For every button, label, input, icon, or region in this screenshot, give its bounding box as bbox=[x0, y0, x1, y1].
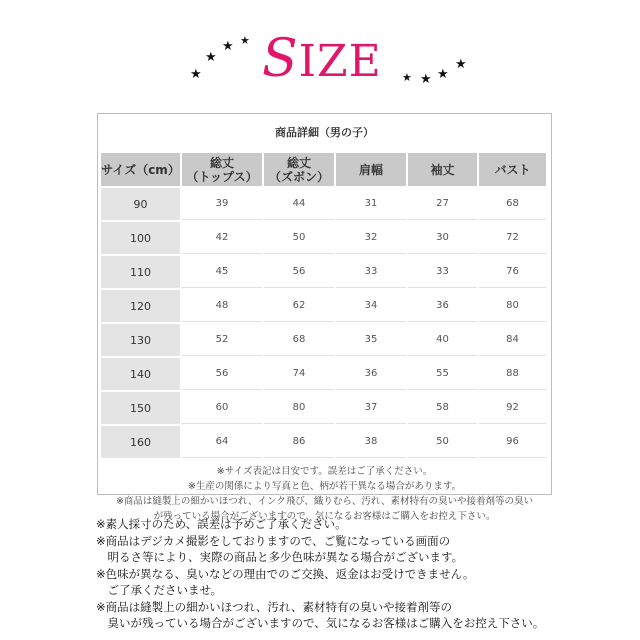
star-icon: ★ bbox=[437, 67, 449, 82]
note-line: ※素人採寸のため、誤差は予めご了承ください。 bbox=[96, 517, 347, 531]
measure-cell: 32 bbox=[336, 222, 406, 254]
disclaimer-notes bbox=[96, 516, 544, 632]
table-row bbox=[101, 324, 546, 356]
star-icon: ★ bbox=[190, 67, 202, 82]
measure-cell: 84 bbox=[479, 324, 546, 356]
column-header: 総丈 （ズボン） bbox=[264, 153, 334, 186]
size-cell: 160 bbox=[101, 426, 180, 458]
measure-cell: 36 bbox=[408, 290, 477, 322]
measure-cell: 60 bbox=[182, 392, 262, 424]
note-line: ご了承くださいませ。 bbox=[96, 583, 223, 597]
header bbox=[0, 18, 640, 98]
size-table bbox=[99, 151, 548, 460]
title-rest: IZE bbox=[298, 36, 382, 87]
measure-cell: 55 bbox=[408, 358, 477, 390]
measure-cell: 62 bbox=[264, 290, 334, 322]
table-row bbox=[101, 392, 546, 424]
measure-cell: 74 bbox=[264, 358, 334, 390]
table-row bbox=[101, 222, 546, 254]
note-line: 明るさ等により、実際の商品と多少色味が異なる場合がございます。 bbox=[96, 550, 464, 564]
measure-cell: 34 bbox=[336, 290, 406, 322]
column-header: 肩幅 bbox=[336, 153, 406, 186]
table-note: ※商品は縫製上の細かいほつれ、インク飛び、織りむら、汚れ、素材特有の臭いや接着剤等の臭い bbox=[115, 496, 534, 507]
table-header-row bbox=[101, 153, 546, 186]
measure-cell: 68 bbox=[479, 188, 546, 220]
measure-cell: 30 bbox=[408, 222, 477, 254]
measure-cell: 92 bbox=[479, 392, 546, 424]
note-line: ※色味が異なる、臭いなどの理由でのご交換、返金はお受けできません。 bbox=[96, 566, 475, 581]
size-cell: 130 bbox=[101, 324, 180, 356]
table-title: 商品詳細（男の子） bbox=[275, 126, 374, 139]
table-row bbox=[101, 290, 546, 322]
measure-cell: 35 bbox=[336, 324, 406, 356]
size-cell: 120 bbox=[101, 290, 180, 322]
size-cell: 150 bbox=[101, 392, 180, 424]
measure-cell: 27 bbox=[408, 188, 477, 220]
column-header: バスト bbox=[479, 153, 546, 186]
note-line: ※商品はデジカメ撮影をしておりますので、ご覧になっている画面の bbox=[96, 533, 451, 548]
measure-cell: 42 bbox=[182, 222, 262, 254]
measure-cell: 86 bbox=[264, 426, 334, 458]
size-cell: 140 bbox=[101, 358, 180, 390]
measure-cell: 56 bbox=[182, 358, 262, 390]
page-title bbox=[262, 29, 382, 89]
size-cell: 100 bbox=[101, 222, 180, 254]
measure-cell: 40 bbox=[408, 324, 477, 356]
measure-cell: 76 bbox=[479, 256, 546, 288]
measure-cell: 56 bbox=[264, 256, 334, 288]
measure-cell: 45 bbox=[182, 256, 262, 288]
measure-cell: 80 bbox=[479, 290, 546, 322]
star-icon: ★ bbox=[240, 34, 250, 47]
measure-cell: 50 bbox=[408, 426, 477, 458]
measure-cell: 38 bbox=[336, 426, 406, 458]
table-note: ※生産の関係により写真と色、柄が若干異なる場合があります。 bbox=[187, 481, 462, 492]
measure-cell: 48 bbox=[182, 290, 262, 322]
measure-cell: 68 bbox=[264, 324, 334, 356]
table-row bbox=[101, 256, 546, 288]
table-row bbox=[101, 188, 546, 220]
star-icon: ★ bbox=[455, 57, 467, 72]
measure-cell: 64 bbox=[182, 426, 262, 458]
column-header: サイズ（cm） bbox=[101, 153, 180, 186]
measure-cell: 52 bbox=[182, 324, 262, 356]
measure-cell: 72 bbox=[479, 222, 546, 254]
table-row bbox=[101, 358, 546, 390]
title-first-letter: S bbox=[262, 29, 299, 89]
note-line: ※商品は縫製上の細かいほつれ、汚れ、素材特有の臭いや接着剤等の bbox=[96, 599, 453, 614]
star-icon: ★ bbox=[205, 50, 217, 65]
measure-cell: 44 bbox=[264, 188, 334, 220]
measure-cell: 96 bbox=[479, 426, 546, 458]
measure-cell: 50 bbox=[264, 222, 334, 254]
measure-cell: 36 bbox=[336, 358, 406, 390]
size-cell: 110 bbox=[101, 256, 180, 288]
measure-cell: 37 bbox=[336, 392, 406, 424]
note-line: 臭いが残っている場合がございますので、気になるお客様はご購入をお控え下さい。 bbox=[96, 616, 545, 630]
table-note: が残っている場合がございますので、気になるお客様はご購入をお控え下さい。 bbox=[153, 511, 496, 522]
measure-cell: 31 bbox=[336, 188, 406, 220]
star-icon: ★ bbox=[420, 72, 432, 87]
star-icon: ★ bbox=[222, 39, 234, 54]
measure-cell: 88 bbox=[479, 358, 546, 390]
measure-cell: 58 bbox=[408, 392, 477, 424]
star-icon: ★ bbox=[402, 71, 412, 84]
table-notes bbox=[98, 464, 551, 524]
measure-cell: 80 bbox=[264, 392, 334, 424]
table-row bbox=[101, 426, 546, 458]
measure-cell: 33 bbox=[336, 256, 406, 288]
size-cell: 90 bbox=[101, 188, 180, 220]
column-header: 総丈 （トップス） bbox=[182, 153, 262, 186]
table-note: ※サイズ表記は目安です。誤差はご了承ください。 bbox=[216, 466, 433, 477]
measure-cell: 39 bbox=[182, 188, 262, 220]
size-table-card bbox=[97, 113, 552, 522]
measure-cell: 33 bbox=[408, 256, 477, 288]
column-header: 袖丈 bbox=[408, 153, 477, 186]
